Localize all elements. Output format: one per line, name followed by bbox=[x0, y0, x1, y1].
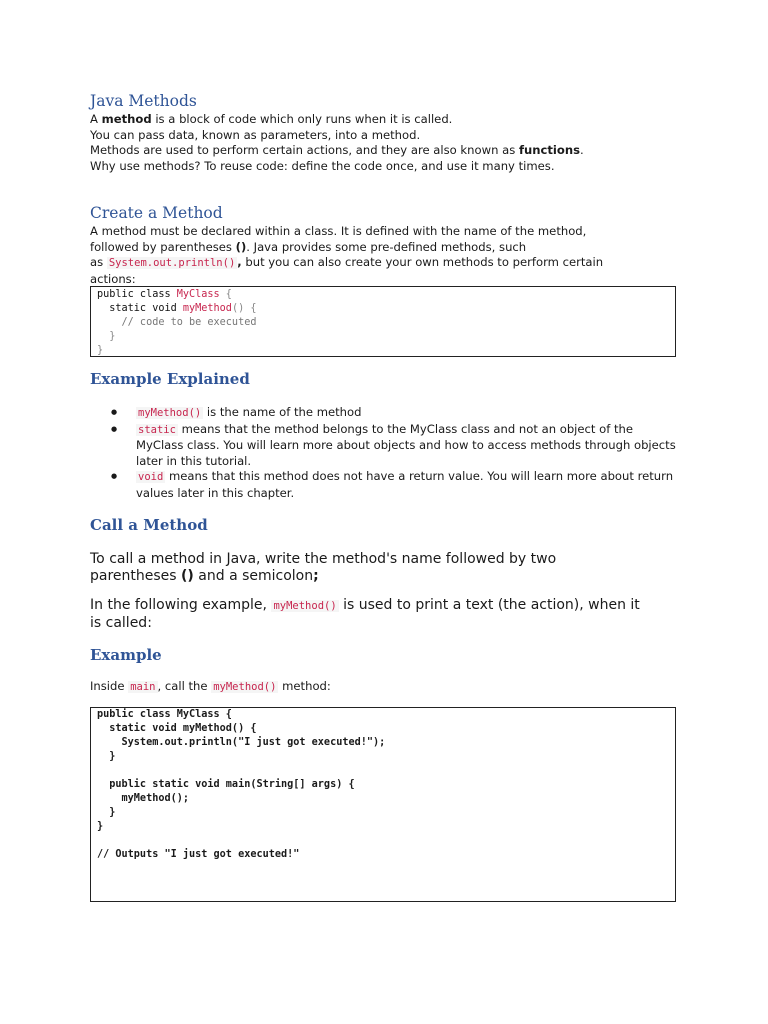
call-method-paragraph-1: To call a method in Java, write the method's name followed by two parentheses () and a semicolon; bbox=[90, 551, 557, 584]
explanation-list bbox=[90, 405, 682, 502]
section-title-call-method: Call a Method bbox=[90, 516, 208, 534]
section-title-example: Example bbox=[90, 646, 162, 664]
section-title-example-explained: Example Explained bbox=[90, 370, 250, 388]
code-block-example: public class MyClass { static void myMethod() { System.out.println("I just got executed!"); } public static void main(String[] args) { myMethod(); } } // Outputs "I just got executed!" bbox=[90, 707, 676, 902]
list-item: ● myMethod() is the name of the method bbox=[90, 405, 682, 422]
list-item: ● void means that this method does not have a return value. You will learn more about return values later in this chapter. bbox=[90, 469, 682, 501]
example-intro: Inside main , call the myMethod() method: bbox=[90, 679, 331, 693]
call-method-paragraph-2: In the following example, myMethod() is used to print a text (the action), when it is called: bbox=[90, 597, 640, 631]
create-method-paragraph: A method must be declared within a class. It is defined with the name of the method, followed by parentheses (). Java provides some pre-defined methods, such as System.out.println() , but you can also create your own methods to perform certain actions: bbox=[90, 224, 604, 286]
inline-code-println: System.out.println() bbox=[108, 257, 236, 270]
code-block-create-method: public class MyClass { static void myMethod() { // code to be executed } } bbox=[90, 286, 676, 357]
list-item: ● static means that the method belongs to the MyClass class and not an object of the MyClass class. You will learn more about objects and how to access methods through objects later in this tutorial. bbox=[90, 422, 682, 470]
intro-paragraph: A method is a block of code which only runs when it is called. You can pass data, known as parameters, into a method. Methods are used to perform certain actions, and they are also known as functions. Why use methods? To reuse code: define the code once, and use it many times. bbox=[90, 112, 584, 173]
section-title-java-methods: Java Methods bbox=[90, 92, 197, 110]
section-title-create-method: Create a Method bbox=[90, 204, 223, 222]
